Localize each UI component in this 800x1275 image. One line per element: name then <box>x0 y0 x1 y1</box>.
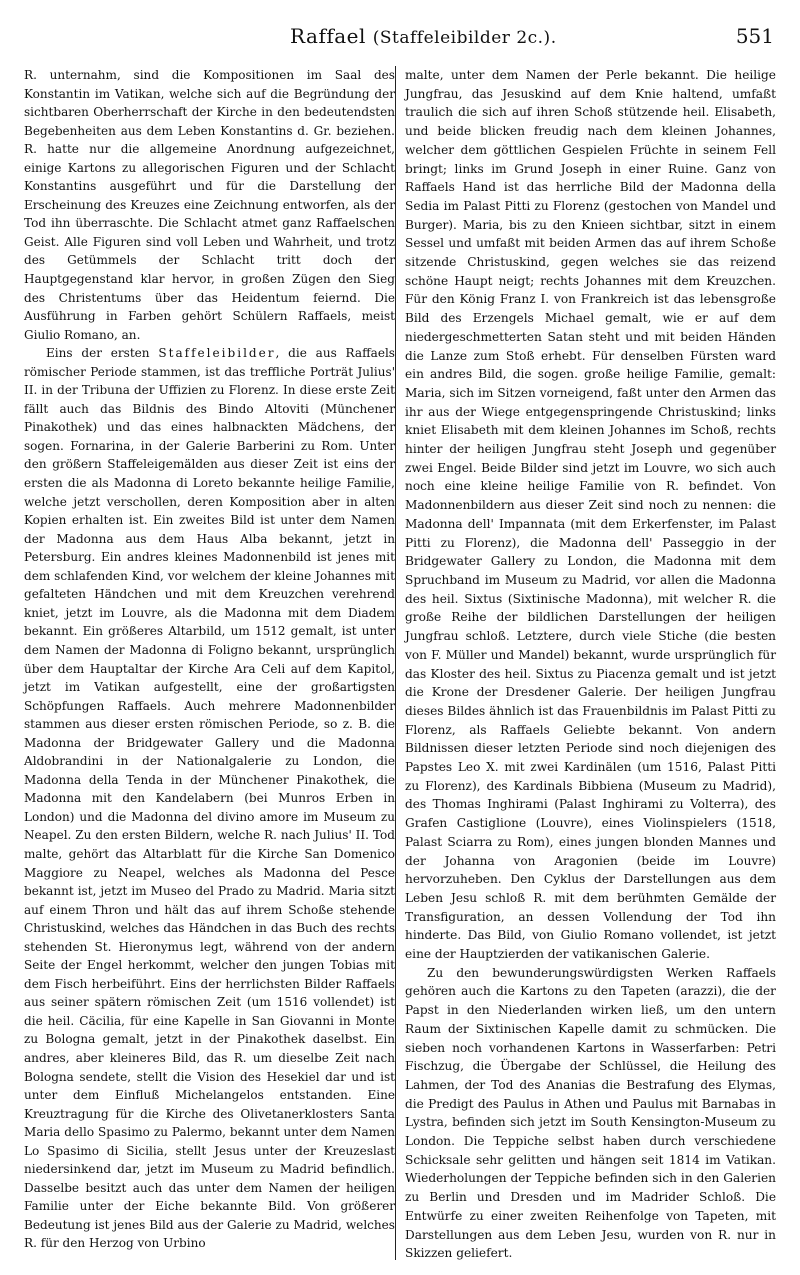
left-paragraph-2-body: , die aus Raffaels römischer Periode stammen, ist das treffliche Porträt Julius' II. in der Tribuna der Uffizien zu Florenz. In diese erste Zeit fällt auch das Bildnis des Bindo Altoviti (Münchener Pinakothek) und das eines halbnackten Mädchens, der sogen. Fornarina, in der Galerie Barberini zu Rom. Unter den größern Staffeleigemälden aus dieser Zeit ist eins der ersten die als Madonna di Loreto bekannte heilige Familie, welche jetzt verschollen, deren Komposition aber in alten Kopien erhalten ist. Ein zweites Bild ist unter dem Namen der Madonna aus dem Haus Alba bekannt, jetzt in Petersburg. Ein andres kleines Madonnenbild ist jenes mit dem schlafenden Kind, vor welchem der kleine Johannes mit gefalteten Händchen und mit dem Kreuzchen verehrend kniet, jetzt im Louvre, als die Madonna mit dem Diadem bekannt. Ein größeres Altarbild, um 1512 gemalt, ist unter dem Namen der Madonna di Foligno bekannt, ursprünglich über dem Hauptaltar der Kirche Ara Celi auf dem Kapitol, jetzt im Vatikan aufgestellt, eine der großartigsten Schöpfungen Raffaels. Auch mehrere Madonnenbilder stammen aus dieser ersten römischen Periode, so z. B. die Madonna der Bridgewater Gallery und die Madonna Aldobrandini in der Nationalgalerie zu London, die Madonna della Tenda in der Münchener Pinakothek, die Madonna mit den Kandelabern (bei Munros Erben in London) und die Madonna del divino amore im Museum zu Neapel. Zu den ersten Bildern, welche R. nach Julius' II. Tod malte, gehört das Altarblatt für die Kirche San Domenico Maggiore zu Neapel, welches als Madonna del Pesce bekannt ist, jetzt im Museo del Prado zu Madrid. Maria sitzt auf einem Thron und hält das auf ihrem Schoße stehende Christuskind, welches das Händchen in das Buch des rechts stehenden St. Hieronymus legt, während von der andern Seite der Engel herkommt, welcher den jungen Tobias mit dem Fisch herbeiführt. Eins der herrlichsten Bilder Raffaels aus seiner spätern römischen Zeit (um 1516 vollendet) ist die heil. Cäcilia, für eine Kapelle in San Giovanni in Monte zu Bologna gemalt, jetzt in der Pinakothek daselbst. Ein andres, aber kleineres Bild, das R. um dieselbe Zeit nach Bologna sendete, stellt die Vision des Hesekiel dar und ist unter dem Einfluß Michelangelos entstanden. Eine Kreuztragung für die Kirche des Olivetanerklosters Santa Maria dello Spasimo zu Palermo, bekannt unter dem Namen Lo Spasimo di Sicilia, stellt Jesus unter der Kreuzeslast niedersinkend dar, jetzt im Museum zu Madrid befindlich. Dasselbe besitzt auch das unter dem Namen der heiligen Familie unter der Eiche bekannte Bild. Von größerer Bedeutung ist jenes Bild aus der Galerie zu Madrid, welches R. für den Herzog von Urbino <box>24 346 395 1251</box>
page-header <box>0 0 800 60</box>
running-head-subtitle: (Staffeleibilder 2c.). <box>372 28 557 48</box>
left-paragraph-2-lead: Eins der ersten <box>46 346 159 361</box>
left-paragraph-1: R. unternahm, sind die Kompositionen im Saal des Konstantin im Vatikan, welche sich auf die Begründung der sichtbaren Oberherrschaft der Kirche in den bedeutendsten Begebenheiten aus dem Leben Konstantins d. Gr. beziehen. R. hatte nur die allgemeine Anordnung aufgezeichnet, einige Kartons zu allegorischen Figuren und der Schlacht Konstantins ausgeführt und für die Darstellung der Erscheinung des Kreuzes eine Zeichnung entworfen, als der Tod ihn überraschte. Die Schlacht atmet ganz Raffaelschen Geist. Alle Figuren sind voll Leben und Wahrheit, und trotz des Getümmels der Schlacht tritt doch der Hauptgegenstand klar hervor, in großen Zügen den Sieg des Christentums über das Heidentum feiernd. Die Ausführung in Farben gehört Schülern Raffaels, meist Giulio Romano, an. <box>24 68 395 342</box>
left-paragraph-2 <box>24 344 395 1253</box>
running-head <box>290 24 557 48</box>
column-divider <box>395 66 396 1260</box>
staffeleibilder-keyword: Staffeleibilder <box>158 346 276 361</box>
page-number: 551 <box>735 24 774 48</box>
left-column <box>24 66 395 1253</box>
right-paragraph-2: Zu den bewunderungswürdigsten Werken Raffaels gehören auch die Kartons zu den Tapeten (arazzi), die der Papst in den Niederlanden wirken ließ, um den untern Raum der Sixtinischen Kapelle damit zu schmücken. Die sieben noch vorhandenen Kartons in Wasserfarben: Petri Fischzug, die Übergabe der Schlüssel, die Heilung des Lahmen, der Tod des Ananias die Bestrafung des Elymas, die Predigt des Paulus in Athen und Paulus mit Barnabas in Lystra, befinden sich jetzt im South Kensington-Museum zu London. Die Teppiche selbst haben durch verschiedene Schicksale sehr gelitten und hängen seit 1814 im Vatikan. Wiederholungen der Teppiche befinden sich in den Galerien zu Berlin und Dresden und im Madrider Schloß. Die Entwürfe zu einer zweiten Reihenfolge von Tapeten, mit Darstellungen aus dem Leben Jesu, wurden von R. nur in Skizzen geliefert. <box>405 965 776 1261</box>
right-column <box>405 66 776 1263</box>
running-head-title: Raffael <box>290 24 366 48</box>
right-paragraph-1: malte, unter dem Namen der Perle bekannt. Die heilige Jungfrau, das Jesuskind auf dem Knie haltend, umfaßt traulich die sich auf ihren Schoß stützende heil. Elisabeth, und beide blicken freudig nach dem kleinen Johannes, welcher dem göttlichen Gespielen Früchte in seinem Fell bringt; links im Grund Joseph in einer Ruine. Ganz von Raffaels Hand ist das herrliche Bild der Madonna della Sedia im Palast Pitti zu Florenz (gestochen von Mandel und Burger). Maria, bis zu den Knieen sichtbar, sitzt in einem Sessel und umfaßt mit beiden Armen das auf ihrem Schoße sitzende Christuskind, gegen welches sie das reizend schöne Haupt neigt; rechts Johannes mit dem Kreuzchen. Für den König Franz I. von Frankreich ist das lebensgroße Bild des Erzengels Michael gemalt, wie er auf dem niedergeschmetterten Satan steht und mit beiden Händen die Lanze zum Stoß erhebt. Für denselben Fürsten ward ein andres Bild, die sogen. große heilige Familie, gemalt: Maria, sich im Sitzen vorneigend, faßt unter den Armen das ihr aus der Wiege entgegenspringende Christuskind; links kniet Elisabeth mit dem kleinen Johannes im Schoß, rechts hinter der heiligen Jungfrau steht Joseph und gegenüber zwei Engel. Beide Bilder sind jetzt im Louvre, wo sich auch noch eine kleine heilige Familie von R. befindet. Von Madonnenbildern aus dieser Zeit sind noch zu nennen: die Madonna dell' Impannata (mit dem Erkerfenster, im Palast Pitti zu Florenz), die Madonna dell' Passeggio in der Bridgewater Gallery zu London, die Madonna mit dem Spruchband im Museum zu Madrid, vor allen die Madonna des heil. Sixtus (Sixtinische Madonna), mit welcher R. die große Reihe der bildlichen Darstellungen der heiligen Jungfrau schloß. Letztere, durch viele Stiche (die besten von F. Müller und Mandel) bekannt, wurde ursprünglich für das Kloster des heil. Sixtus zu Piacenza gemalt und ist jetzt die Krone der Dresdener Galerie. Der heiligen Jungfrau dieses Bildes ähnlich ist das Frauenbildnis im Palast Pitti zu Florenz, als Raffaels Geliebte bekannt. Von andern Bildnissen dieser letzten Periode sind noch diejenigen des Papstes Leo X. mit zwei Kardinälen (um 1516, Palast Pitti zu Florenz), des Kardinals Bibbiena (Museum zu Madrid), des Thomas Inghirami (Palast Inghirami zu Volterra), des Grafen Castiglione (Louvre), eines Violinspielers (1518, Palast Sciarra zu Rom), eines jungen blonden Mannes und der Johanna von Aragonien (beide im Louvre) hervorzuheben. Den Cyklus der Darstellungen aus dem Leben Jesu schloß R. mit dem berühmten Gemälde der Transfiguration, an dessen Vollendung der Tod ihn hinderte. Das Bild, von Giulio Romano vollendet, ist jetzt eine der Hauptzierden der vatikanischen Galerie. <box>405 68 776 962</box>
